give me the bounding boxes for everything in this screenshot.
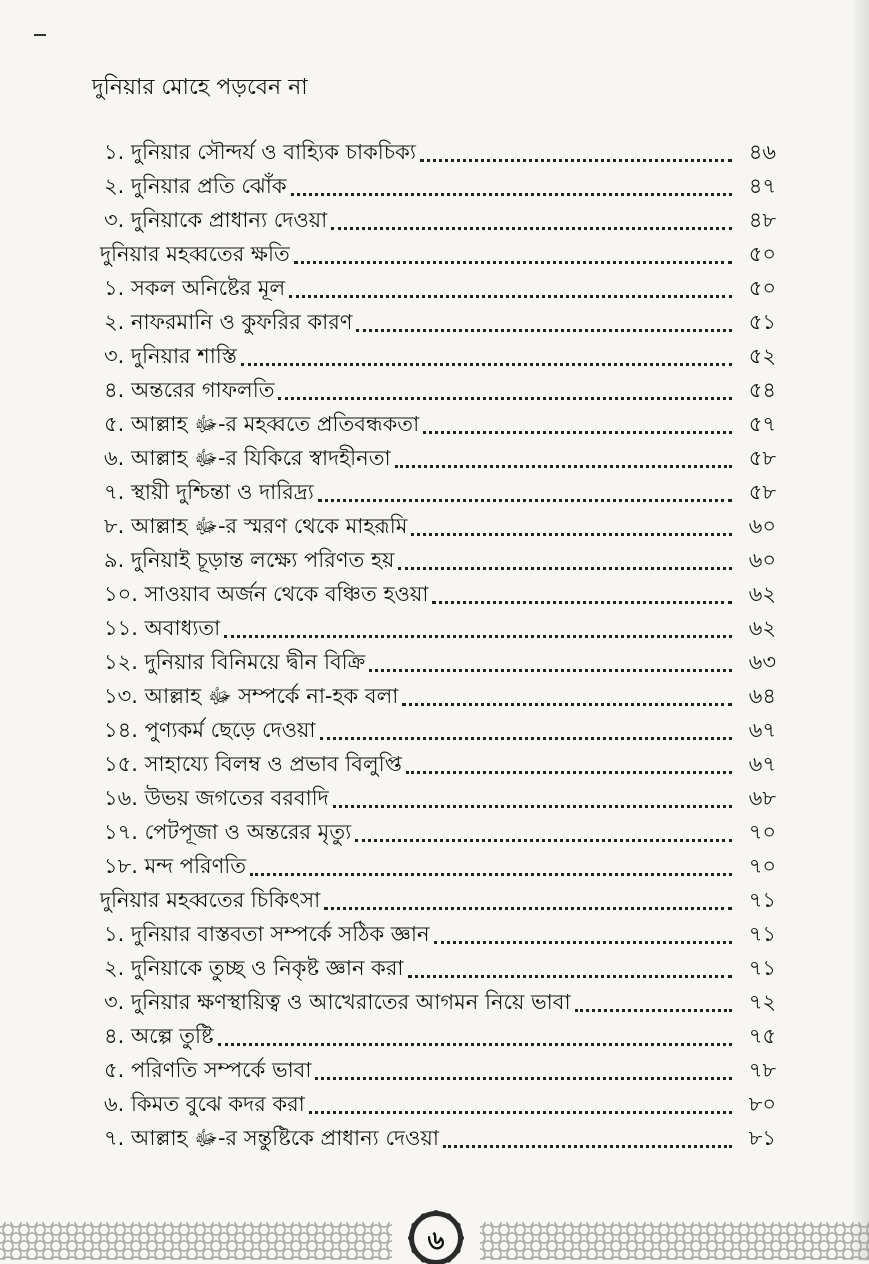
- toc-entry: [104, 643, 776, 677]
- toc-entry: [104, 405, 776, 439]
- dot-leader: [289, 294, 732, 298]
- dot-leader: [575, 1008, 732, 1012]
- toc-entry: [104, 167, 776, 201]
- dot-leader: [324, 906, 732, 910]
- toc-entry-title: ১২. দুনিয়ার বিনিময়ে দ্বীন বিক্রি: [104, 650, 366, 674]
- toc-entry-page: ৮০: [748, 1092, 776, 1116]
- dot-leader: [434, 940, 732, 944]
- dot-leader: [369, 668, 732, 672]
- toc-section-entry: [100, 881, 776, 915]
- dot-leader: [423, 430, 732, 434]
- toc-entry-page: ৭১: [748, 956, 776, 980]
- toc-entry-page: ৬৭: [748, 752, 776, 776]
- toc-entry-title: ৬. আল্লাহ ﷻ-র যিকিরে স্বাদহীনতা: [104, 446, 391, 470]
- toc-entry-title: ৩. দুনিয়াকে প্রাধান্য দেওয়া: [104, 208, 328, 232]
- toc-section-title: দুনিয়ার মহব্বতের চিকিৎসা: [100, 888, 321, 912]
- toc-entry-page: ৬০: [748, 548, 776, 572]
- toc-entry: [104, 949, 776, 983]
- page-number: ৬: [427, 1226, 445, 1256]
- toc-entry-page: ৭৮: [748, 1058, 776, 1082]
- dot-leader: [291, 192, 732, 196]
- toc-entry-page: ৫১: [748, 310, 776, 334]
- toc-entry: [104, 847, 776, 881]
- toc-entry-title: ৩. দুনিয়ার ক্ষণস্থায়িত্ব ও আখেরাতের আগমন নিয়ে ভাবা: [104, 990, 571, 1014]
- toc-entry-title: ৭. আল্লাহ ﷻ-র সন্তুষ্টিকে প্রাধান্য দেওয়া: [104, 1126, 439, 1150]
- toc-entry-page: ৫৮: [748, 446, 776, 470]
- toc-entry-page: ৬৭: [748, 718, 776, 742]
- toc-entry: [104, 575, 776, 609]
- toc-entry-page: ৫০: [748, 276, 776, 300]
- toc-entry-page: ৫০: [748, 242, 776, 266]
- toc-entry-title: ১৮. মন্দ পরিণতি: [104, 854, 247, 878]
- toc-entry-title: ১৬. উভয় জগতের বরবাদি: [104, 786, 329, 810]
- toc-entry-page: ৭০: [748, 820, 776, 844]
- toc-entry-title: ২. দুনিয়াকে তুচ্ছ ও নিকৃষ্ট জ্ঞান করা: [104, 956, 404, 980]
- toc-entry-page: ৫৮: [748, 480, 776, 504]
- toc-entry: [104, 1017, 776, 1051]
- toc-entry: [104, 507, 776, 541]
- toc-entry: [104, 337, 776, 371]
- section-heading: দুনিয়ার মোহে পড়বেন না: [92, 75, 308, 100]
- toc-entry: [104, 711, 776, 745]
- toc-entry-title: ৬. কিমত বুঝে কদর করা: [104, 1092, 305, 1116]
- toc-entry-title: ১. দুনিয়ার সৌন্দর্য ও বাহ্যিক চাকচিক্য: [104, 140, 416, 164]
- dot-leader: [408, 974, 732, 978]
- toc-entry-title: ১৩. আল্লাহ ﷻ সম্পর্কে না-হক বলা: [104, 684, 399, 708]
- dot-leader: [432, 600, 732, 604]
- toc-entry-page: ৪৬: [748, 140, 776, 164]
- dot-leader: [250, 872, 732, 876]
- toc-entry-page: ৭২: [748, 990, 776, 1014]
- dot-leader: [406, 770, 732, 774]
- toc-entry: [104, 677, 776, 711]
- toc-entry-title: ১. সকল অনিষ্টের মূল: [104, 276, 286, 300]
- toc-entry-page: ৭১: [748, 888, 776, 912]
- dot-leader: [395, 464, 732, 468]
- dot-leader: [356, 328, 732, 332]
- dot-leader: [278, 396, 732, 400]
- toc-entry: [104, 541, 776, 575]
- page-edge-shadow: [851, 0, 869, 1261]
- toc-entry: [104, 303, 776, 337]
- dot-leader: [355, 838, 732, 842]
- toc-section-title: দুনিয়ার মহব্বতের ক্ষতি: [100, 242, 290, 266]
- toc-entry-page: ৬৪: [748, 684, 776, 708]
- ornamental-border-left: [0, 1222, 392, 1260]
- dot-leader: [294, 260, 732, 264]
- toc-entry-page: ৭১: [748, 922, 776, 946]
- ornamental-border-right: [480, 1222, 869, 1260]
- toc-entry-page: ৫২: [748, 344, 776, 368]
- toc-entry-title: ১৭. পেটপূজা ও অন্তরের মৃত্যু: [104, 820, 352, 844]
- toc-entry-page: ৬২: [748, 616, 776, 640]
- dot-leader: [224, 634, 732, 638]
- dot-leader: [333, 804, 732, 808]
- dot-leader: [443, 1144, 732, 1148]
- toc-entry-title: ৪. অল্পে তুষ্টি: [104, 1024, 214, 1048]
- toc-entry-title: ২. দুনিয়ার প্রতি ঝোঁক: [104, 174, 287, 198]
- toc-entry-page: ৪৮: [748, 208, 776, 232]
- dot-leader: [411, 532, 732, 536]
- toc-entry: [104, 269, 776, 303]
- dot-leader: [420, 158, 732, 162]
- toc-entry: [104, 473, 776, 507]
- toc-entry-page: ৭০: [748, 854, 776, 878]
- toc-entry-title: ৭. স্থায়ী দুশ্চিন্তা ও দারিদ্র্য: [104, 480, 314, 504]
- ink-mark: [34, 34, 46, 36]
- toc-entry: [104, 813, 776, 847]
- toc-entry: [104, 745, 776, 779]
- dot-leader: [318, 498, 732, 502]
- toc-section-entry: [100, 235, 776, 269]
- toc-entry: [104, 915, 776, 949]
- toc-entry: [104, 983, 776, 1017]
- dot-leader: [320, 736, 733, 740]
- toc-entry-page: ৬২: [748, 582, 776, 606]
- toc-entry-title: ৪. অন্তরের গাফলতি: [104, 378, 275, 402]
- toc-entry: [104, 439, 776, 473]
- toc-entry-page: ৬৮: [748, 786, 776, 810]
- toc-entry-title: ১০. সাওয়াব অর্জন থেকে বঞ্চিত হওয়া: [104, 582, 429, 606]
- dot-leader: [402, 702, 732, 706]
- toc-entry-title: ১. দুনিয়ার বাস্তবতা সম্পর্কে সঠিক জ্ঞান: [104, 922, 430, 946]
- toc-entry-title: ১৫. সাহায্যে বিলম্ব ও প্রভাব বিলুপ্তি: [104, 752, 402, 776]
- toc-entry-title: ৮. আল্লাহ ﷻ-র স্মরণ থেকে মাহরূমি: [104, 514, 408, 538]
- toc-entry-title: ৩. দুনিয়ার শাস্তি: [104, 344, 237, 368]
- dot-leader: [315, 1076, 732, 1080]
- toc-entry-page: ৬০: [748, 514, 776, 538]
- toc-entry-page: ৪৭: [748, 174, 776, 198]
- toc-entry: [104, 201, 776, 235]
- toc-entry: [104, 609, 776, 643]
- dot-leader: [331, 226, 732, 230]
- toc-entry: [104, 133, 776, 167]
- toc-entry-page: ৭৫: [748, 1024, 776, 1048]
- toc-entry-page: ৫৭: [748, 412, 776, 436]
- toc-entry-title: ১১. অবাধ্যতা: [104, 616, 221, 640]
- toc-entry-page: ৫৪: [748, 378, 776, 402]
- toc-entry: [104, 779, 776, 813]
- toc-entry-title: ১৪. পুণ্যকর্ম ছেড়ে দেওয়া: [104, 718, 316, 742]
- dot-leader: [241, 362, 732, 366]
- toc-entry-title: ৫. পরিণতি সম্পর্কে ভাবা: [104, 1058, 312, 1082]
- toc-entry: [104, 1085, 776, 1119]
- toc-entry-page: ৬৩: [748, 650, 776, 674]
- toc-entry-title: ৫. আল্লাহ ﷻ-র মহব্বতে প্রতিবন্ধকতা: [104, 412, 420, 436]
- dot-leader: [309, 1110, 732, 1114]
- toc-entry-page: ৮১: [748, 1126, 776, 1150]
- toc-entry-title: ২. নাফরমানি ও কুফরির কারণ: [104, 310, 353, 334]
- page-footer: [0, 1204, 869, 1261]
- toc-entry: [104, 371, 776, 405]
- toc-entry-title: ৯. দুনিয়াই চূড়ান্ত লক্ষ্যে পরিণত হয়: [104, 548, 395, 572]
- dot-leader: [218, 1042, 732, 1046]
- toc-entry: [104, 1119, 776, 1153]
- dot-leader: [398, 566, 732, 570]
- toc-entry: [104, 1051, 776, 1085]
